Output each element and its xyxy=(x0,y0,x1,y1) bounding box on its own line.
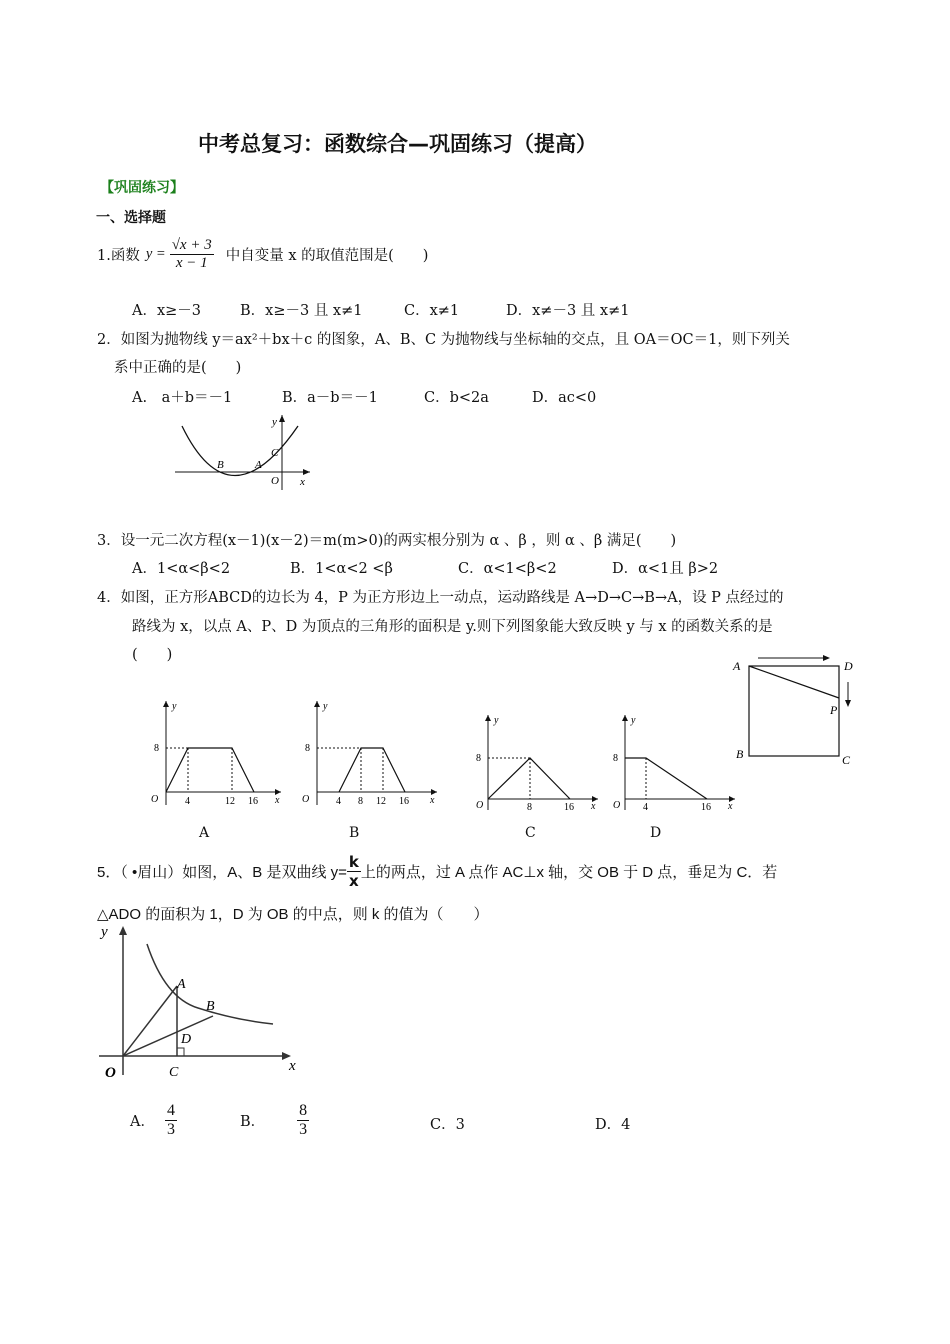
graph-d-label-y: y xyxy=(631,715,636,726)
q5-segment-oa xyxy=(123,986,177,1056)
graph-b-y-arrow xyxy=(314,701,320,707)
q5-label-b: B xyxy=(206,999,215,1014)
graph-b-label-o: O xyxy=(302,794,310,805)
q5-segment-ob xyxy=(123,1016,213,1056)
q2-label-b: B xyxy=(217,459,224,471)
q4-square xyxy=(749,666,839,756)
q1-option-b: B．x≥－3 且 x≠1 xyxy=(240,303,363,319)
q4-graph-b xyxy=(297,695,442,810)
page-title: 中考总复习：函数综合—巩固练习（提高） xyxy=(198,132,597,156)
graph-a-tick-y: 8 xyxy=(154,743,159,754)
q1-suffix: 中自变量 x 的取值范围是( ) xyxy=(225,248,429,264)
q2-line-2: 系中正确的是( ) xyxy=(114,360,242,376)
graph-b-tick-x2: 8 xyxy=(358,796,363,807)
graph-b-label-y: y xyxy=(323,701,328,712)
graph-a-y-arrow xyxy=(163,701,169,707)
graph-d-label-x: x xyxy=(728,801,733,812)
q2-parabola-figure xyxy=(170,410,330,495)
q1-fraction-den: x − 1 xyxy=(175,255,208,271)
q5-line-1 xyxy=(97,853,777,890)
q1-prefix: 1.函数 xyxy=(97,248,140,264)
graph-c-caption: C xyxy=(525,825,536,841)
graph-b-tick-x1: 4 xyxy=(336,796,341,807)
graph-b-label-x: x xyxy=(430,795,435,806)
q2-x-arrow xyxy=(303,469,310,475)
graph-c-line xyxy=(488,758,570,799)
q5-label-y: y xyxy=(101,924,108,940)
q1-fraction-num: √x + 3 xyxy=(171,237,212,253)
graph-b-tick-x3: 12 xyxy=(376,796,386,807)
q5-option-a xyxy=(130,1102,177,1139)
q2-line-1: 2．如图为抛物线 y＝ax²＋bx＋c 的图象，A、B、C 为抛物线与坐标轴的交点，且 OA＝OC＝1，则下列关 xyxy=(97,332,790,348)
q5-fraction xyxy=(347,853,361,890)
q2-y-arrow xyxy=(279,415,285,422)
graph-a-label-o: O xyxy=(151,794,159,805)
q3-option-c: C．α<1<β<2 xyxy=(458,561,557,577)
q5-prefix: 5．（ •眉山）如图，A、B 是双曲线 y= xyxy=(97,864,347,881)
q4-top-arrow-head xyxy=(823,655,830,661)
q4-line-1: 4．如图，正方形ABCD的边长为 4，P 为正方形边上一动点，运动路线是 A→D→C→B→A，设 P 点经过的 xyxy=(97,590,784,606)
q5-option-b-label: B． xyxy=(240,1114,266,1130)
q4-graph-c xyxy=(470,710,605,815)
graph-c-tick-x1: 8 xyxy=(527,802,532,813)
q4-label-p: P xyxy=(830,703,838,717)
q2-label-o: O xyxy=(271,475,279,487)
q2-label-a: A xyxy=(255,459,262,471)
graph-b-tick-y: 8 xyxy=(305,743,310,754)
section-tag: 【巩固练习】 xyxy=(100,180,184,196)
graph-d-tick-x1: 4 xyxy=(643,802,648,813)
q4-label-b: B xyxy=(736,747,744,761)
q5-option-a-label: A． xyxy=(130,1114,155,1130)
q1-option-d: D．x≠－3 且 x≠1 xyxy=(506,303,630,319)
q4-label-a: A xyxy=(733,659,741,673)
q5-fraction-den: x xyxy=(349,872,359,890)
q4-line-2: 路线为 x，以点 A、P、D 为顶点的三角形的面积是 y.则下列图象能大致反映 y 与 x 的函数关系的是 xyxy=(132,619,773,635)
graph-d-tick-x2: 16 xyxy=(701,802,711,813)
q2-option-c: C．b<2a xyxy=(424,390,489,406)
q5-option-b xyxy=(240,1102,309,1139)
q1-option-c: C．x≠1 xyxy=(404,303,460,319)
graph-a-tick-x3: 16 xyxy=(248,796,258,807)
graph-d-caption: D xyxy=(650,825,662,841)
graph-c-label-y: y xyxy=(494,715,499,726)
q2-option-b: B．a－b＝－1 xyxy=(282,390,378,406)
graph-a-label-x: x xyxy=(275,795,280,806)
q5-right-angle xyxy=(177,1048,184,1056)
q4-graph-d xyxy=(607,710,742,815)
graph-c-tick-x2: 16 xyxy=(564,802,574,813)
q3-line-1: 3．设一元二次方程(x－1)(x－2)＝m(m>0)的两实根分别为 α 、β ，则 α 、β 满足( ) xyxy=(97,533,677,549)
graph-a-tick-x1: 4 xyxy=(185,796,190,807)
graph-b-caption: B xyxy=(349,825,360,841)
q2-label-y: y xyxy=(272,416,277,428)
q4-square-figure xyxy=(728,652,863,770)
q5-line-2: △ADO 的面积为 1，D 为 OB 的中点，则 k 的值为（ ） xyxy=(97,906,489,923)
graph-d-label-o: O xyxy=(613,800,621,811)
q5-hyperbola-figure xyxy=(95,920,305,1080)
graph-c-y-arrow xyxy=(485,715,491,721)
q5-option-c: C．3 xyxy=(430,1117,465,1133)
graph-a-line xyxy=(166,748,254,792)
q4-graph-a xyxy=(146,695,286,810)
q5-fraction-num: k xyxy=(348,853,359,871)
q2-option-a: A. a＋b＝－1 xyxy=(132,390,233,406)
q4-segment-ap xyxy=(749,666,839,698)
q4-line-3: ( ) xyxy=(132,647,173,663)
q3-option-b: B．1<α<2 <β xyxy=(290,561,393,577)
q1-func-y: y = xyxy=(145,246,166,262)
q1-option-a: A．x≥－3 xyxy=(132,303,202,319)
q5-label-a: A xyxy=(177,977,186,992)
question-1 xyxy=(97,237,428,272)
section-heading: 一、选择题 xyxy=(96,210,166,226)
q3-option-d: D．α<1且 β>2 xyxy=(612,561,719,577)
graph-d-tick-y: 8 xyxy=(613,753,618,764)
graph-c-tick-y: 8 xyxy=(476,753,481,764)
q5-label-x: x xyxy=(289,1058,296,1074)
graph-d-y-arrow xyxy=(622,715,628,721)
graph-c-label-o: O xyxy=(476,800,484,811)
graph-b-tick-x4: 16 xyxy=(399,796,409,807)
q5-option-d: D．4 xyxy=(595,1117,631,1133)
graph-b-line xyxy=(339,748,405,792)
graph-a-caption: A xyxy=(199,825,210,841)
graph-a-tick-x2: 12 xyxy=(225,796,235,807)
q2-label-x: x xyxy=(300,476,305,488)
q5-label-d: D xyxy=(181,1032,192,1047)
q2-label-c: C xyxy=(271,447,279,459)
q4-label-c: C xyxy=(842,753,851,767)
q5-option-a-num: 4 xyxy=(166,1102,175,1119)
q5-label-c: C xyxy=(169,1065,179,1080)
q2-option-d: D．ac<0 xyxy=(532,390,597,406)
q4-side-arrow-head xyxy=(845,700,851,707)
q5-suffix: 上的两点，过 A 点作 AC⊥x 轴，交 OB 于 D 点，垂足为 C．若 xyxy=(360,864,778,881)
q5-option-a-den: 3 xyxy=(166,1121,175,1138)
q5-y-arrow xyxy=(119,926,127,935)
q5-option-a-fraction xyxy=(165,1102,177,1139)
q2-parabola-curve xyxy=(182,426,298,476)
q1-fraction xyxy=(170,237,214,272)
graph-d-line xyxy=(625,758,707,799)
q5-option-b-den: 3 xyxy=(299,1121,308,1138)
q5-label-o: O xyxy=(105,1065,116,1080)
graph-c-label-x: x xyxy=(591,801,596,812)
q5-option-b-num: 8 xyxy=(299,1102,308,1119)
graph-a-label-y: y xyxy=(172,701,177,712)
q4-label-d: D xyxy=(844,659,853,673)
q3-option-a: A．1<α<β<2 xyxy=(132,561,231,577)
q5-option-b-fraction xyxy=(297,1102,309,1139)
